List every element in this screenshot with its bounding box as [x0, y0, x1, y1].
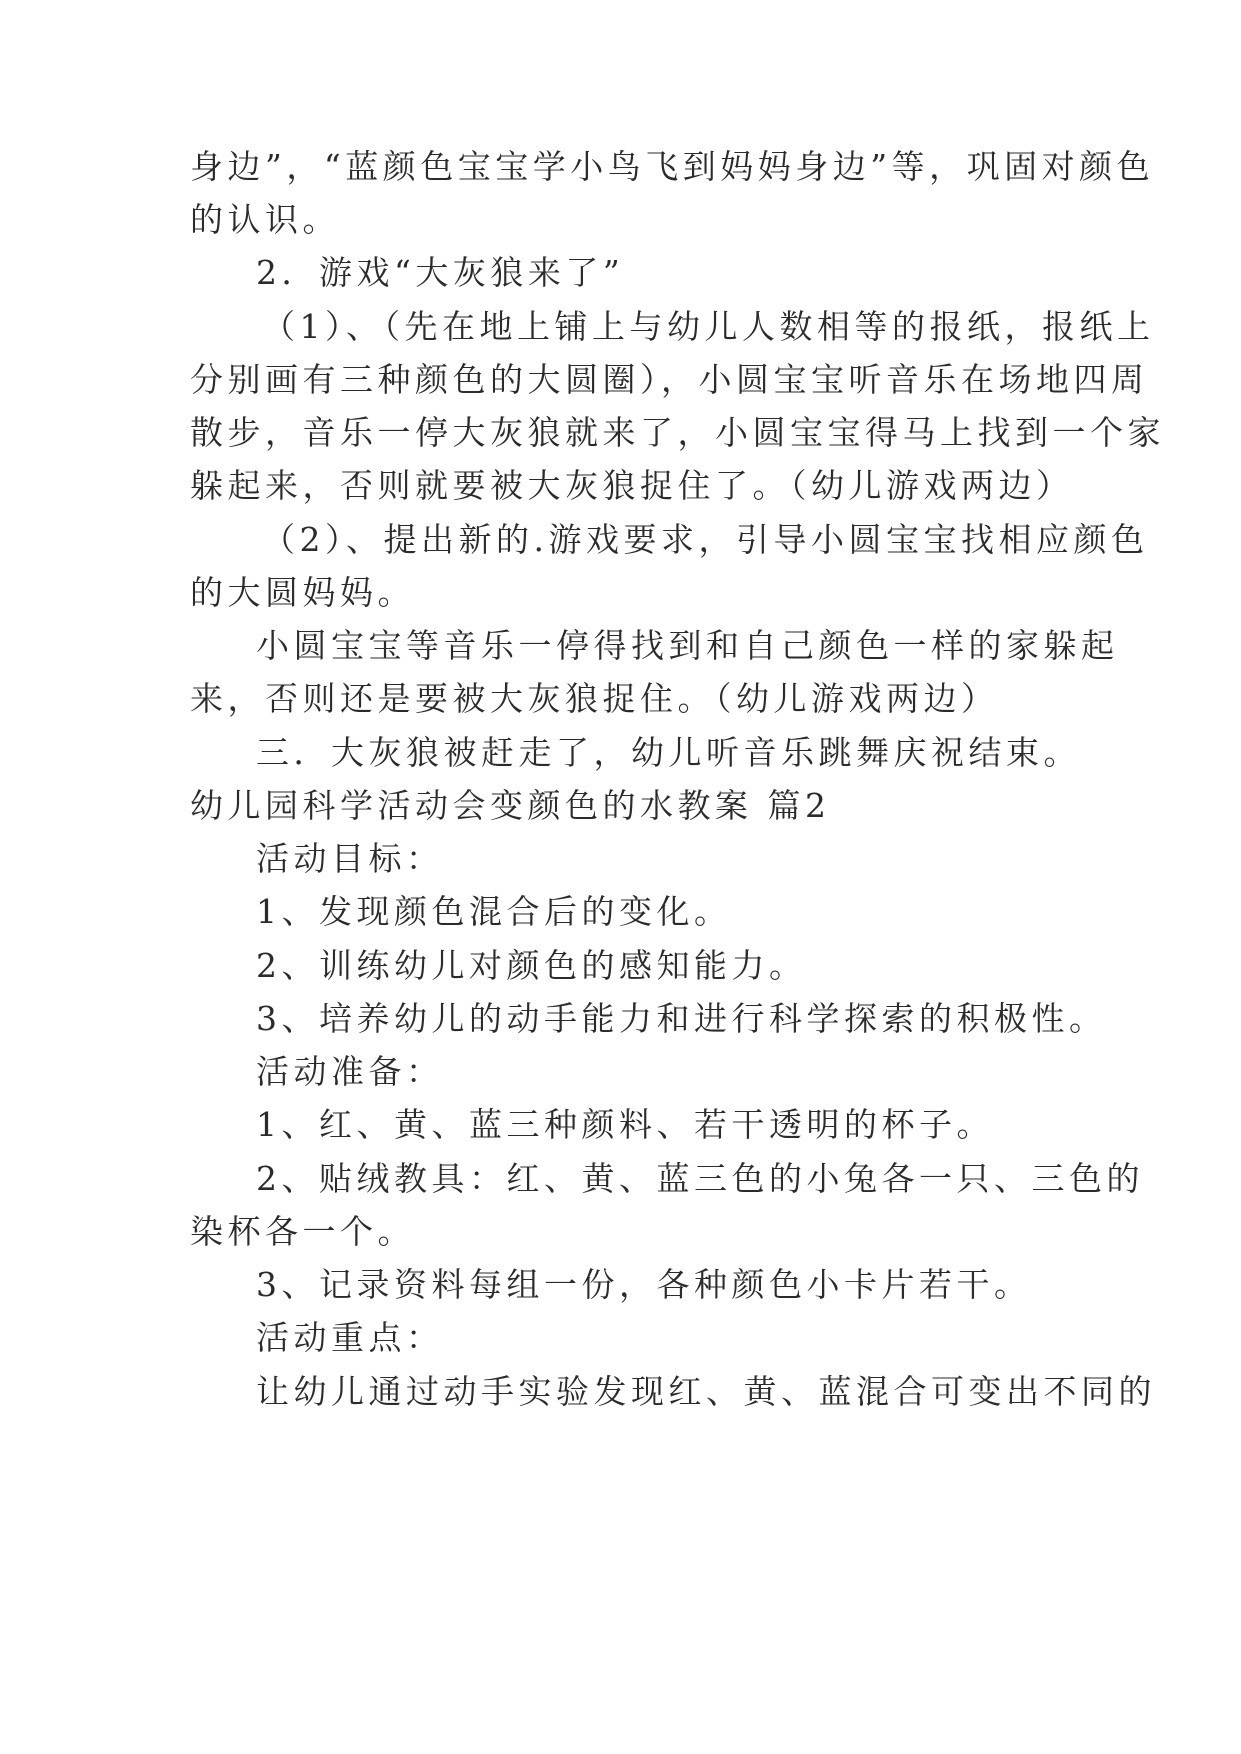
list-item: 2、贴绒教具：红、黄、蓝三色的小兔各一只、三色的 [256, 1159, 1144, 1198]
list-item: 3、培养幼儿的动手能力和进行科学探索的积极性。 [256, 999, 1107, 1038]
list-item: 1、发现颜色混合后的变化。 [256, 892, 732, 931]
section-heading: 活动准备： [256, 1052, 444, 1091]
list-item: 3、记录资料每组一份，各种颜色小卡片若干。 [256, 1265, 1032, 1304]
text-line: 散步，音乐一停大灰狼就来了，小圆宝宝得马上找到一个家 [190, 413, 1165, 452]
text-line: 染杯各一个。 [190, 1212, 415, 1251]
text-line: 的大圆妈妈。 [190, 573, 415, 612]
text-line: 让幼儿通过动手实验发现红、黄、蓝混合可变出不同的 [256, 1372, 1156, 1411]
text-line: （2）、提出新的.游戏要求，引导小圆宝宝找相应颜色 [262, 520, 1149, 559]
text-line: 躲起来，否则就要被大灰狼捉住了。（幼儿游戏两边） [190, 466, 1074, 505]
text-line: 分别画有三种颜色的大圆圈），小圆宝宝听音乐在场地四周 [190, 360, 1149, 399]
section-heading: 2．游戏“大灰狼来了” [256, 253, 625, 292]
text-line: 来，否则还是要被大灰狼捉住。（幼儿游戏两边） [190, 679, 999, 718]
section-heading: 活动重点： [256, 1318, 444, 1357]
text-line: 小圆宝宝等音乐一停得找到和自己颜色一样的家躲起 [256, 626, 1119, 665]
list-item: 1、红、黄、蓝三种颜料、若干透明的杯子。 [256, 1105, 994, 1144]
text-line: 三．大灰狼被赶走了，幼儿听音乐跳舞庆祝结束。 [256, 733, 1081, 772]
text-line: 身边”，“蓝颜色宝宝学小鸟飞到妈妈身边”等，巩固对颜色 [190, 147, 1155, 186]
section-heading: 活动目标： [256, 839, 444, 878]
list-item: 2、训练幼儿对颜色的感知能力。 [256, 946, 807, 985]
text-line: 的认识。 [190, 200, 340, 239]
text-line: （1）、（先在地上铺上与幼儿人数相等的报纸，报纸上 [262, 307, 1155, 346]
document-title: 幼儿园科学活动会变颜色的水教案 篇2 [190, 786, 831, 825]
